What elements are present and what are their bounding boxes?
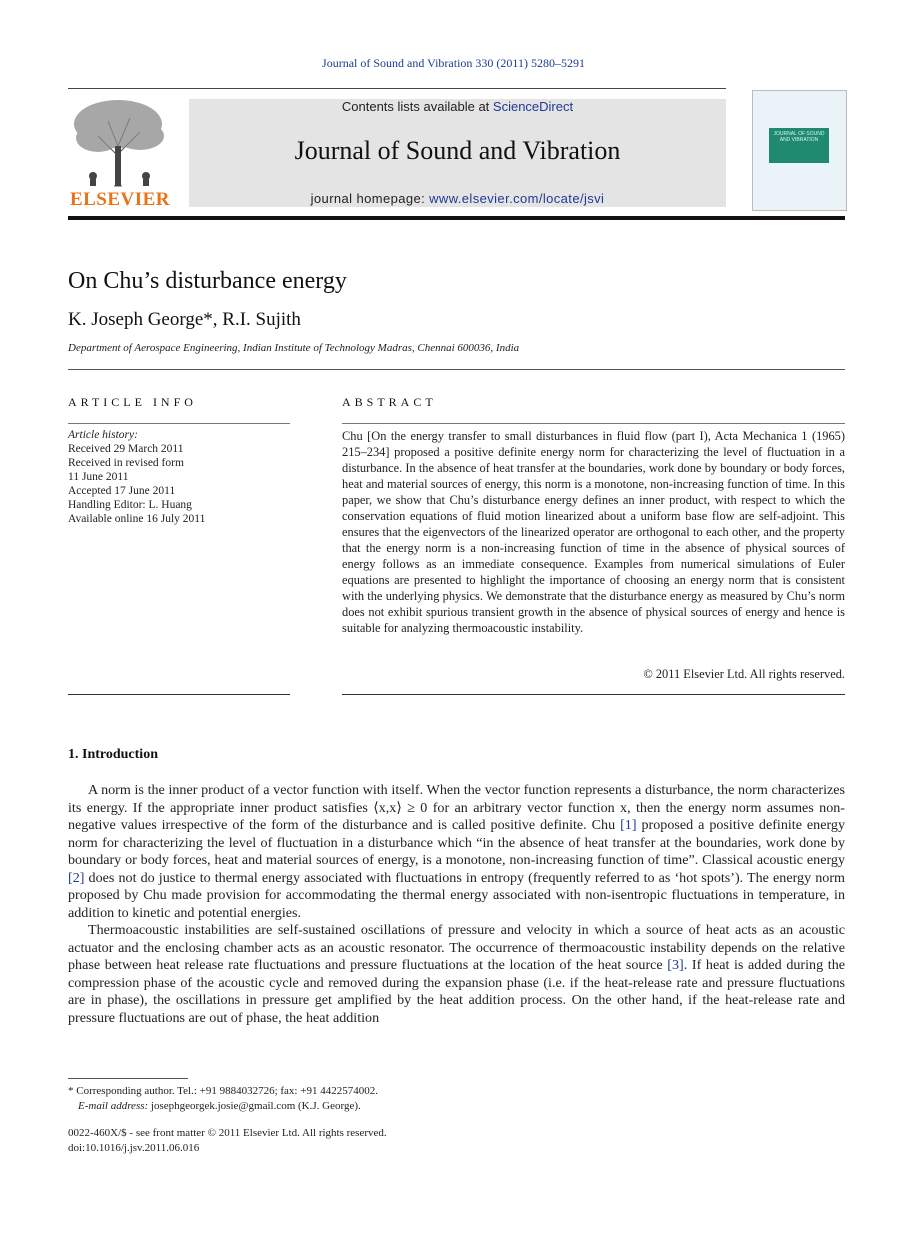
- introduction-body: [68, 782, 845, 1027]
- cover-title-block: JOURNAL OF SOUND AND VIBRATION: [769, 128, 829, 163]
- article-history: [68, 428, 290, 526]
- homepage-link[interactable]: www.elsevier.com/locate/jsvi: [429, 191, 605, 206]
- article-info-bottom-rule: [68, 694, 290, 695]
- header-rule: [68, 88, 726, 89]
- journal-title: Journal of Sound and Vibration: [294, 136, 621, 165]
- abstract-heading: ABSTRACT: [342, 395, 437, 409]
- text-run: . If heat is added during the compression phase of the acoustic cycle and removed during the expansion phase (i.e. if the heat-release rate and pressure fluctuations are in phase), the oscillations in pressure get amplified by the heat addition process. On the other hand, if the heat-release rate and pressure fluctuations are out of phase, the heat addition: [68, 957, 845, 1026]
- paragraph: [68, 922, 845, 1027]
- abstract-text: Chu [On the energy transfer to small disturbances in fluid flow (part I), Acta Mechanica 1 (1965) 215–234] proposed a positive definite energy norm for characterizing the level of fluctuation in a disturbance. In the absence of heat transfer at the boundaries, work done by boundary or body forces, heat and material sources of energy, this norm is a monotone, non-increasing function of time. In this paper, we show that Chu’s disturbance energy defines an inner product, with respect to which the conservation equations of fluid motion linearized about a uniform base flow are self-adjoint. This ensures that the eigenvectors of the linearized operator are orthogonal to each other, and the property that the energy norm is a non-increasing function of time in the absence of physical sources of energy follows as an immediate consequence. Examples from numerical simulations of Euler equations are presented to highlight the importance of choosing an energy norm that is consistent with the underlying physics. We demonstrate that the disturbance energy as measured by Chu’s norm does not exhibit spurious transient growth in the absence of physical sources of energy and hence is suitable for analyzing thermoacoustic instability.: [342, 429, 845, 635]
- paragraph: [68, 782, 845, 922]
- history-line: Available online 16 July 2011: [68, 513, 206, 525]
- journal-cover-thumbnail[interactable]: [752, 90, 847, 211]
- section-rule: [68, 369, 845, 370]
- sciencedirect-link[interactable]: ScienceDirect: [492, 99, 574, 114]
- text-run: proposed a positive definite energy norm for characterizing the level of fluctuation in a disturbance which “in the absence of heat transfer at the boundaries, work done by boundary or body forces, heat and material sources of energy, is a monotone, non-increasing function of time”. Classical acoustic energy: [68, 817, 845, 868]
- citation-link[interactable]: [1]: [620, 817, 637, 833]
- citation-link[interactable]: [2]: [68, 869, 85, 886]
- article-title: On Chu’s disturbance energy: [68, 268, 347, 294]
- text-run: A norm is the inner product of a vector function with itself. When the vector function represents a disturbance, the norm characterizes its energy. If the appropriate inner product satisfies ⟨x,x⟩ ≥ 0 for an arbitrary vector function x, then the energy norm assumes non-negative values irrespective of the form of the disturbance and is called positive definite. Chu: [68, 782, 845, 833]
- masthead-thick-rule: [68, 216, 845, 220]
- citation-link[interactable]: [3]: [667, 957, 684, 973]
- front-matter: [68, 1126, 387, 1156]
- article-info-rule: [68, 423, 290, 424]
- contents-prefix: Contents lists available at: [341, 99, 493, 114]
- author-list: [68, 309, 301, 331]
- history-line: Received in revised form: [68, 457, 184, 469]
- history-line: 11 June 2011: [68, 471, 129, 483]
- abstract-copyright: © 2011 Elsevier Ltd. All rights reserved.: [643, 667, 845, 681]
- journal-reference[interactable]: Journal of Sound and Vibration 330 (2011) 5280–5291: [322, 56, 585, 70]
- elsevier-wordmark[interactable]: ELSEVIER: [69, 189, 171, 210]
- article-info-heading: ARTICLE INFO: [68, 395, 197, 409]
- author-george[interactable]: K. Joseph George: [68, 309, 204, 330]
- homepage-line: [189, 191, 726, 206]
- section-heading-introduction: 1. Introduction: [68, 747, 158, 762]
- text-run: Thermoacoustic instabilities are self-sustained oscillations of pressure and velocity in which a source of heat acts as an acoustic actuator and the enclosing chamber acts as an acoustic resonator. The occurrence of thermoacoustic instability depends on the relative phase between heat release rate fluctuations and pressure fluctuations at the location of the heat source: [68, 922, 845, 973]
- affiliation: Department of Aerospace Engineering, Indian Institute of Technology Madras, Chennai 600036, India: [68, 342, 520, 354]
- abstract-rule: [342, 423, 845, 424]
- history-label: Article history:: [68, 429, 138, 441]
- issn-line: 0022-460X/$ - see front matter © 2011 Elsevier Ltd. All rights reserved.: [68, 1127, 387, 1139]
- doi-line[interactable]: doi:10.1016/j.jsv.2011.06.016: [68, 1142, 200, 1154]
- history-line: Accepted 17 June 2011: [68, 485, 176, 497]
- text-run: does not do justice to thermal energy associated with fluctuations in entropy (frequently referred to as ‘hot spots’). The energy norm proposed by Chu made provision for accommodating the thermal energy associated with non-isentropic fluctuations in temperature, in addition to kinetic and potential energies.: [68, 869, 845, 921]
- contents-line: [189, 99, 726, 114]
- history-line: Received 29 March 2011: [68, 443, 184, 455]
- abstract-bottom-rule: [342, 694, 845, 695]
- email-address[interactable]: josephgeorgek.josie@gmail.com (K.J. George).: [148, 1100, 361, 1112]
- email-label: E-mail address:: [78, 1100, 149, 1112]
- corresponding-author-note: * Corresponding author. Tel.: +91 9884032726; fax: +91 4422574002.: [68, 1085, 378, 1097]
- footnote: [68, 1084, 845, 1114]
- homepage-prefix: journal homepage:: [310, 191, 430, 206]
- history-line: Handling Editor: L. Huang: [68, 499, 192, 511]
- footnote-rule: [68, 1078, 188, 1079]
- email-note: [68, 1099, 845, 1114]
- author-sujith[interactable]: , R.I. Sujith: [212, 309, 301, 330]
- corresponding-author-mark[interactable]: *: [203, 309, 213, 330]
